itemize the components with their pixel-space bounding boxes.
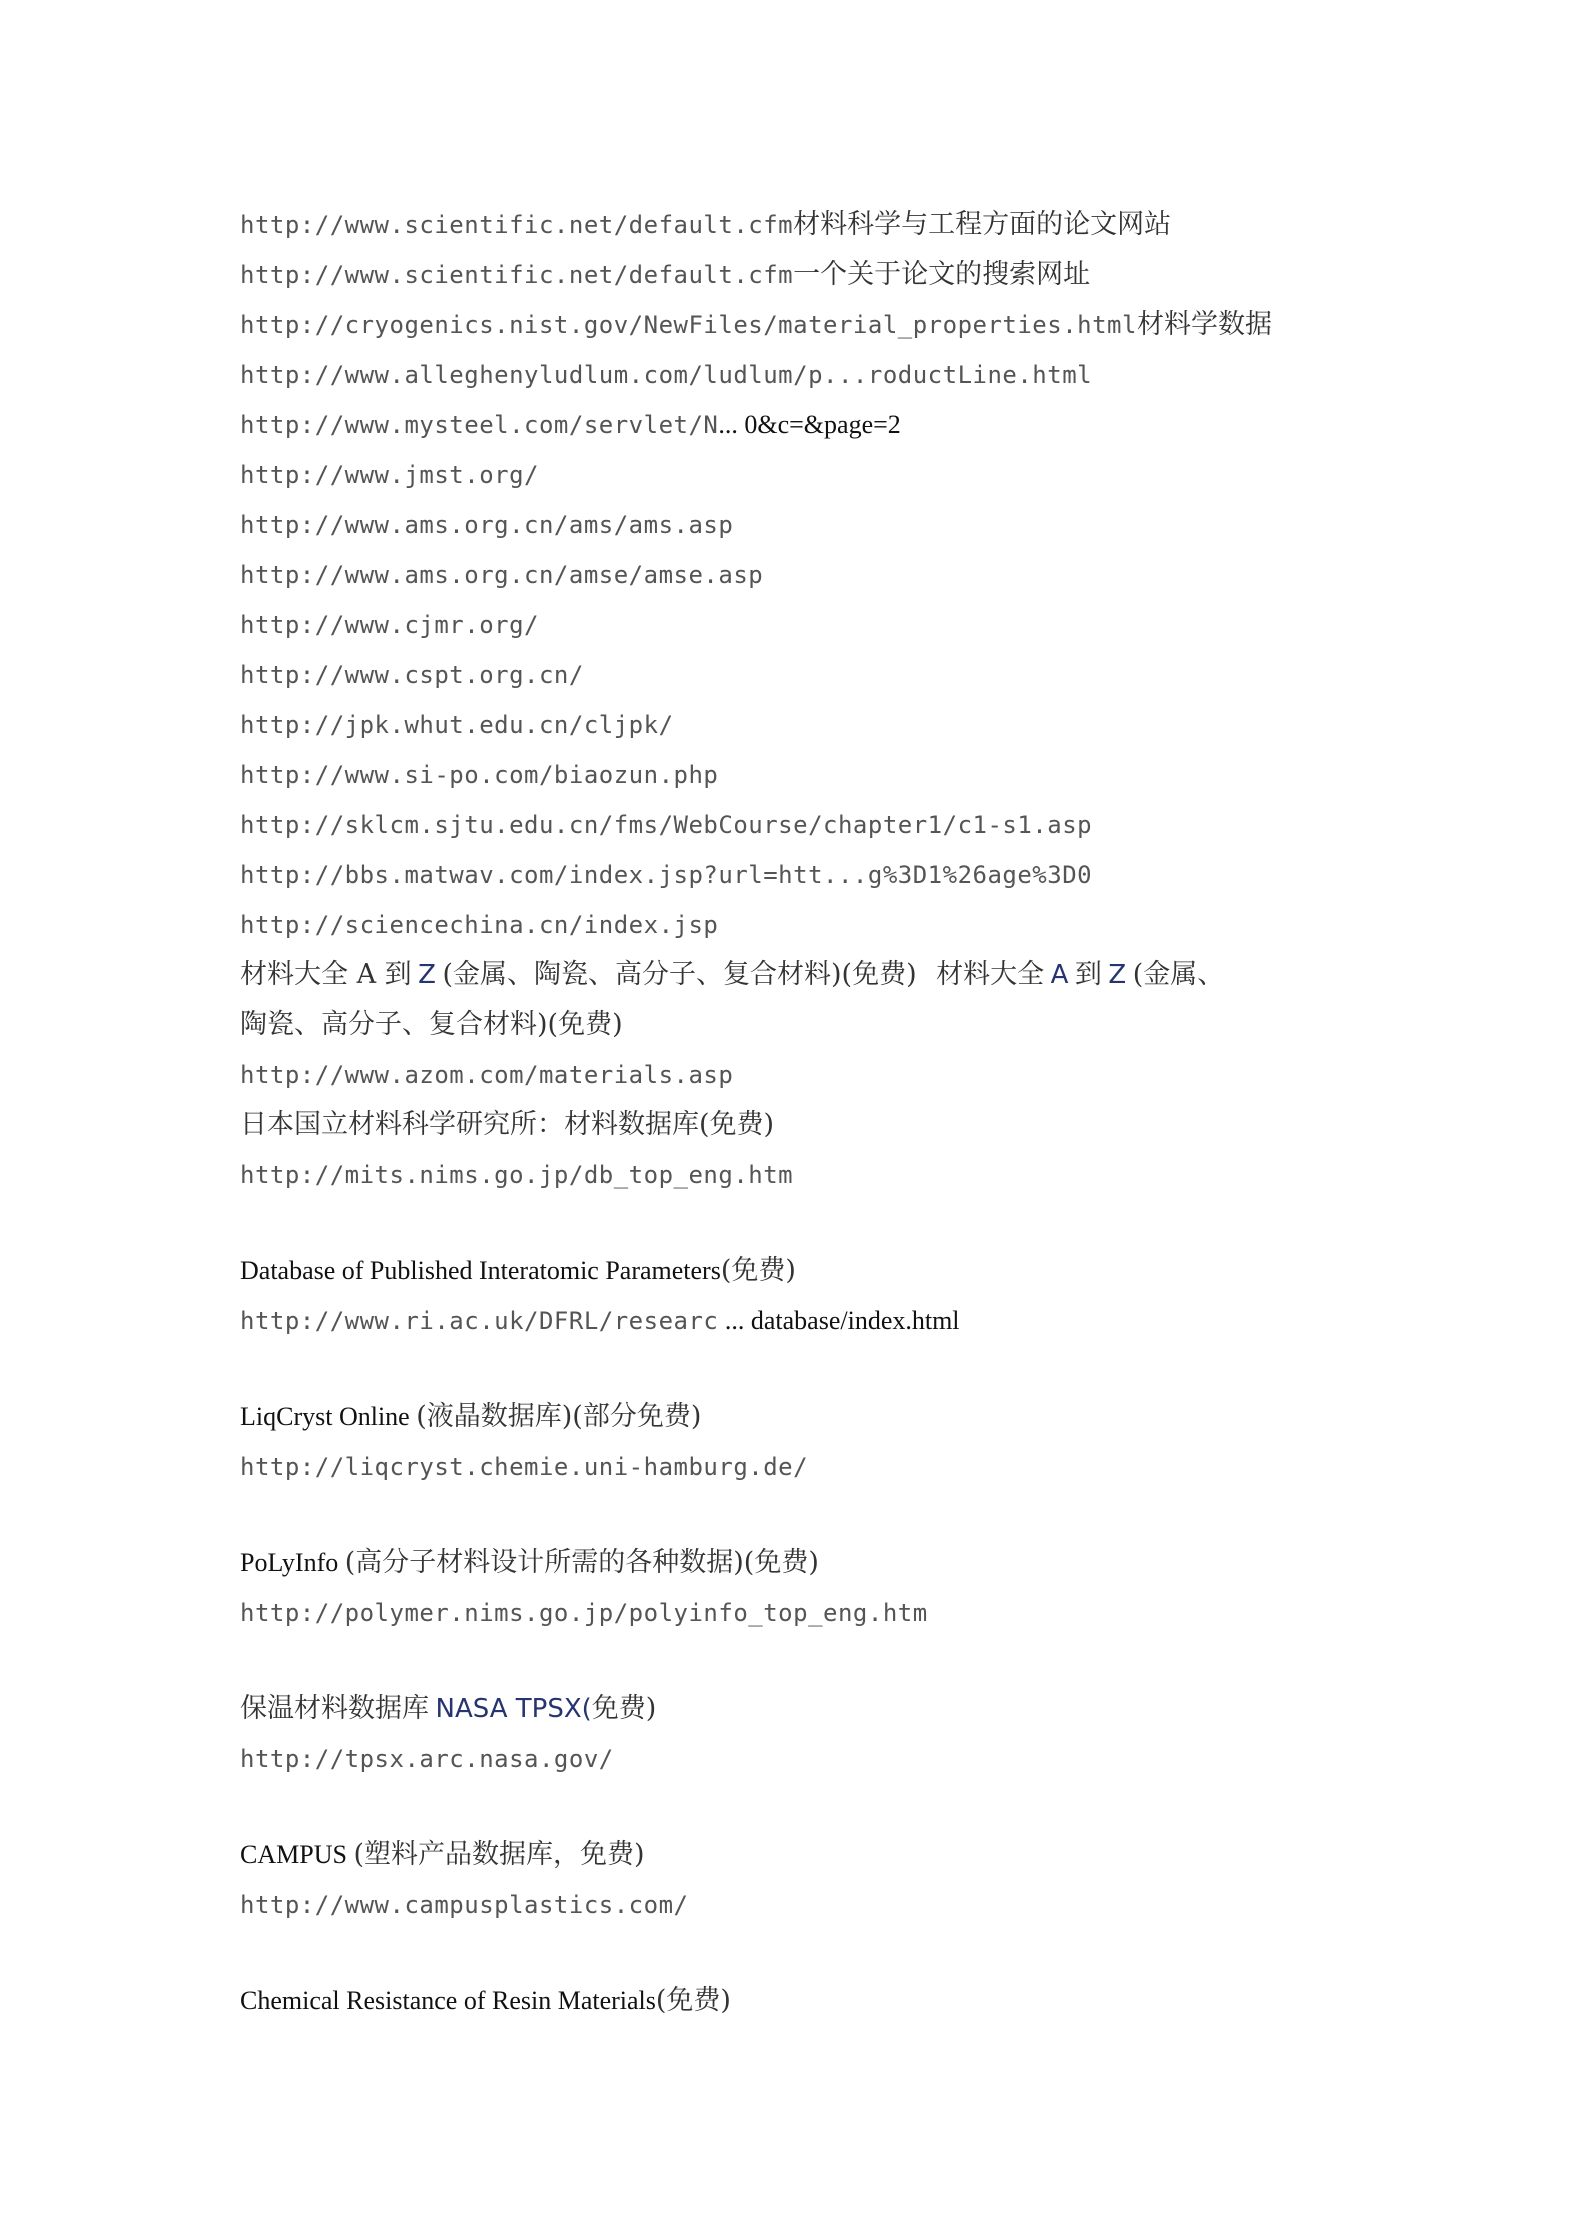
- link-url[interactable]: http://sklcm.sjtu.edu.cn/fms/WebCourse/chapter1/c1-s1.asp: [240, 811, 1093, 839]
- spacer: [240, 1492, 1380, 1538]
- spacer: [240, 1638, 1380, 1684]
- az-letter: Z: [1108, 960, 1127, 990]
- chemical-title: Chemical Resistance of Resin Materials: [240, 1986, 656, 2015]
- nims-title-line: [240, 1100, 1380, 1150]
- link-url[interactable]: http://www.alleghenyludlum.com/ludlum/p...roductLine.html: [240, 361, 1093, 389]
- link-url[interactable]: http://sciencechina.cn/index.jsp: [240, 911, 719, 939]
- chemical-title-zh: (免费): [655, 1985, 731, 2016]
- interatomic-title-line: [240, 1246, 1380, 1296]
- polyinfo-title-zh: (高分子材料设计所需的各种数据)(免费): [344, 1547, 819, 1578]
- link-url[interactable]: http://jpk.whut.edu.cn/cljpk/: [240, 711, 674, 739]
- link-line-4: [240, 350, 1380, 400]
- campus-title-zh: (塑料产品数据库，免费): [353, 1839, 645, 1870]
- liqcryst-title-line: [240, 1392, 1380, 1442]
- nims-title: 日本国立材料科学研究所：材料数据库(免费): [240, 1109, 775, 1140]
- az-letter: A: [1050, 960, 1069, 990]
- link-url[interactable]: http://bbs.matwav.com/index.jsp?url=htt...g%3D1%26age%3D0: [240, 861, 1093, 889]
- link-line-10: [240, 650, 1380, 700]
- az-heading-line-2: [240, 1000, 1380, 1050]
- campus-url-line: [240, 1880, 1380, 1930]
- az-heading-line-1: [240, 950, 1380, 1000]
- tpsx-title-zh2: 免费): [591, 1693, 657, 1724]
- link-url[interactable]: http://www.cspt.org.cn/: [240, 661, 584, 689]
- link-line-6: [240, 450, 1380, 500]
- az-text: (金属、: [1132, 959, 1225, 990]
- tpsx-title-line: [240, 1684, 1380, 1734]
- link-line-13: [240, 800, 1380, 850]
- chemical-title-line: [240, 1976, 1380, 2026]
- link-url[interactable]: http://www.mysteel.com/servlet/N: [240, 411, 719, 439]
- az-text: 材料大全: [936, 959, 1045, 990]
- link-line-1: [240, 200, 1380, 250]
- link-desc: 一个关于论文的搜索网址: [793, 259, 1091, 290]
- polyinfo-title-line: [240, 1538, 1380, 1588]
- polyinfo-title: PoLyInfo: [240, 1548, 339, 1577]
- link-line-11: [240, 700, 1380, 750]
- link-url[interactable]: http://www.campusplastics.com/: [240, 1891, 689, 1919]
- az-url-line: [240, 1050, 1380, 1100]
- link-url[interactable]: http://tpsx.arc.nasa.gov/: [240, 1745, 614, 1773]
- liqcryst-title: LiqCryst Online: [240, 1402, 410, 1431]
- link-url[interactable]: http://mits.nims.go.jp/db_top_eng.htm: [240, 1161, 794, 1189]
- link-desc: 材料学数据: [1136, 309, 1272, 340]
- campus-title-line: [240, 1830, 1380, 1880]
- spacer: [240, 1346, 1380, 1392]
- link-url[interactable]: http://cryogenics.nist.gov/NewFiles/material_properties.html: [240, 311, 1137, 339]
- campus-title: CAMPUS: [240, 1840, 347, 1869]
- link-line-15: [240, 900, 1380, 950]
- link-url[interactable]: http://www.cjmr.org/: [240, 611, 539, 639]
- link-url-suffix: ... 0&c=&page=2: [718, 410, 901, 439]
- link-line-12: [240, 750, 1380, 800]
- tpsx-title-zh: 保温材料数据库: [240, 1693, 429, 1724]
- link-url[interactable]: http://polymer.nims.go.jp/polyinfo_top_eng.htm: [240, 1599, 928, 1627]
- link-desc: 材料科学与工程方面的论文网站: [793, 209, 1172, 240]
- az-text: 材料大全 A 到: [240, 959, 412, 990]
- nims-url-line: [240, 1150, 1380, 1200]
- link-line-14: [240, 850, 1380, 900]
- tpsx-title-en: NASA TPSX(: [435, 1694, 592, 1724]
- link-url[interactable]: http://www.scientific.net/default.cfm: [240, 211, 794, 239]
- link-url[interactable]: http://www.ams.org.cn/ams/ams.asp: [240, 511, 734, 539]
- link-url[interactable]: http://liqcryst.chemie.uni-hamburg.de/: [240, 1453, 809, 1481]
- link-url[interactable]: http://www.azom.com/materials.asp: [240, 1061, 734, 1089]
- link-line-9: [240, 600, 1380, 650]
- interatomic-url-line: [240, 1296, 1380, 1346]
- link-url[interactable]: http://www.scientific.net/default.cfm: [240, 261, 794, 289]
- link-line-5: [240, 400, 1380, 450]
- link-url[interactable]: http://www.ri.ac.uk/DFRL/researc: [240, 1307, 719, 1335]
- link-url[interactable]: http://www.ams.org.cn/amse/amse.asp: [240, 561, 764, 589]
- interatomic-title-zh: (免费): [720, 1255, 796, 1286]
- link-line-2: [240, 250, 1380, 300]
- az-letter: Z: [418, 960, 436, 990]
- spacer: [240, 1784, 1380, 1830]
- tpsx-url-line: [240, 1734, 1380, 1784]
- az-text: (金属、陶瓷、高分子、复合材料)(免费): [442, 959, 917, 990]
- az-text: 陶瓷、高分子、复合材料)(免费): [240, 1009, 623, 1040]
- polyinfo-url-line: [240, 1588, 1380, 1638]
- az-text: 到: [1074, 959, 1102, 990]
- link-url-suffix: ... database/index.html: [724, 1306, 960, 1335]
- liqcryst-url-line: [240, 1442, 1380, 1492]
- link-line-7: [240, 500, 1380, 550]
- link-line-3: [240, 300, 1380, 350]
- spacer: [240, 1200, 1380, 1246]
- link-line-8: [240, 550, 1380, 600]
- liqcryst-title-zh: (液晶数据库)(部分免费): [416, 1401, 702, 1432]
- link-url[interactable]: http://www.jmst.org/: [240, 461, 539, 489]
- document-page: [240, 200, 1380, 2026]
- interatomic-title: Database of Published Interatomic Parameters: [240, 1256, 721, 1285]
- spacer: [240, 1930, 1380, 1976]
- link-url[interactable]: http://www.si-po.com/biaozun.php: [240, 761, 719, 789]
